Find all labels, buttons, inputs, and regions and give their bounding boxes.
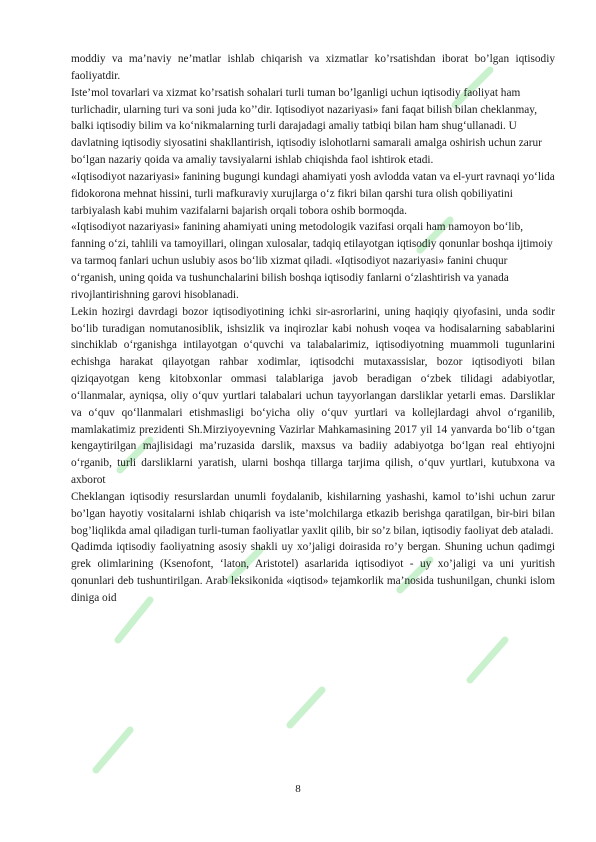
paragraph: Qadimda iqtisodiy faoliyatning asosiy shakli uy xo’jaligi doirasida ro’y bergan. Shuning uchun qadimgi grek olimlarining (Ksenofont, ‘laton, Aristotel) asarlarida iqtisodiyot - uy xo’jaligi va uni yuritish qonunlari deb tushuntirilgan. Arab leksikonida «iqtisod» tejamkorlik ma’nosida tushunilgan, chunki islom diniga oid: [71, 541, 555, 604]
paragraph: Iste’mol tovarlari va xizmat ko’rsatish sohalari turli tuman bo’lganligi uchun iqtisodiy faoliyat ham turlichadir, ularning turi va soni juda ko’’dir. Iqtisodiyot nazariyasi» fani faqat bilish bilan cheklanmay, balki iqtisodiy bilim va ko‘nikmalarning turli darajadagi amaliy tatbiqi bilan ham shug‘ullanadi. U davlatning iqtisodiy siyosatini shakllantirish, iqtisodiy islohotlarni samarali amalga oshirish uchun zarur bo‘lgan nazariy qoida va amaliy tavsiyalarni ishlab chiqishda faol ishtirok etadi.: [71, 86, 542, 167]
watermark-mark: [470, 640, 505, 680]
paragraph: «Iqtisodiyot nazariyasi» fanining bugungi kundagi ahamiyati yosh avlodda vatan va el-yurt ravnaqi yo‘lida fidokorona mehnat hissini, turli mafkuraviy xurujlarga o‘z fikri bilan qarshi tura olish qobiliyatini tarbiyalash kabi muhim vazifalarni bajarish orqali tobora oshib bormoqda.: [71, 170, 555, 217]
page-number: 8: [295, 783, 301, 795]
paragraph: Cheklangan iqtisodiy resurslardan unumli foydalanib, kishilarning yashashi, kamol to’ishi uchun zarur bo’lgan hayotiy vositalarni ishlab chiqarish va iste’molchilarga etkazib berishga qaratilgan, bir-biri bilan bog’liqlikda amal qiladigan turli-tuman faoliyatlar yaxlit qilib, bir so’z bilan, iqtisodiy faoliyat deb ataladi.: [71, 490, 555, 537]
watermark-mark: [96, 730, 130, 770]
watermark-mark: [290, 690, 322, 725]
body-text: [71, 51, 555, 607]
paragraph: moddiy va ma’naviy ne’matlar ishlab chiqarish va xizmatlar ko’rsatishdan iborat bo’lgan iqtisodiy faoliyatdir.: [71, 53, 555, 82]
paragraph: Lekin hozirgi davrdagi bozor iqtisodiyotining ichki sir-asrorlarini, uning haqiqiy qiyofasini, unda sodir bo‘lib turadigan nomutanosiblik, ishsizlik va inqirozlar kabi nohush voqea va hodisalarning sabablarini sinchiklab o‘rganishga intilayotgan o‘quvchi va talabalarimiz, iqtisodiyotning muammoli tugunlarini echishga harakat qilayotgan rahbar xodimlar, iqtisodchi mutaxassislar, bozor iqtisodiyoti bilan qiziqayotgan keng kitobxonlar ommasi talablariga javob beradigan o‘zbek tilidagi adabiyotlar, o‘llanmalar, ayniqsa, oliy o‘quv yurtlari talabalari uchun tayyorlangan darsliklar yetarli emas. Darsliklar va o‘quv qo‘llanmalari etishmasligi bo‘yicha oliy o‘quv yurtlari va kollejlardagi ahvol o‘rganilib, mamlakatimiz prezidenti Sh.Mirziyoyevning Vazirlar Mahkamasining 2017 yil 14 yanvarda bo‘lib o‘tgan kengaytirilgan majlisidagi ma’ruzasida darslik, maxsus va badiiy adabiyotga bo‘lgan real ehtiyojni o‘rganib, turli darsliklarni yaratish, ularni boshqa tillarga tarjima qilish, o‘quv yurtlari, kutubxona va axborot: [71, 305, 555, 487]
paragraph: «Iqtisodiyot nazariyasi» fanining ahamiyati uning metodologik vazifasi orqali ham namoyon bo‘lib, fanning o‘zi, tahlili va tamoyillari, olingan xulosalar, tadqiq etilayotgan iqtisodiy qonunlar boshqa ijtimoiy va tarmoq fanlari uchun uslubiy asos bo‘lib xizmat qiladi. «Iqtisodiyot nazariyasi» fanini chuqur o‘rganish, uning qoida va tushunchalarini bilish boshqa iqtisodiy fanlarni o‘zlashtirish va yanada rivojlantirishning garovi hisoblanadi.: [71, 221, 553, 301]
